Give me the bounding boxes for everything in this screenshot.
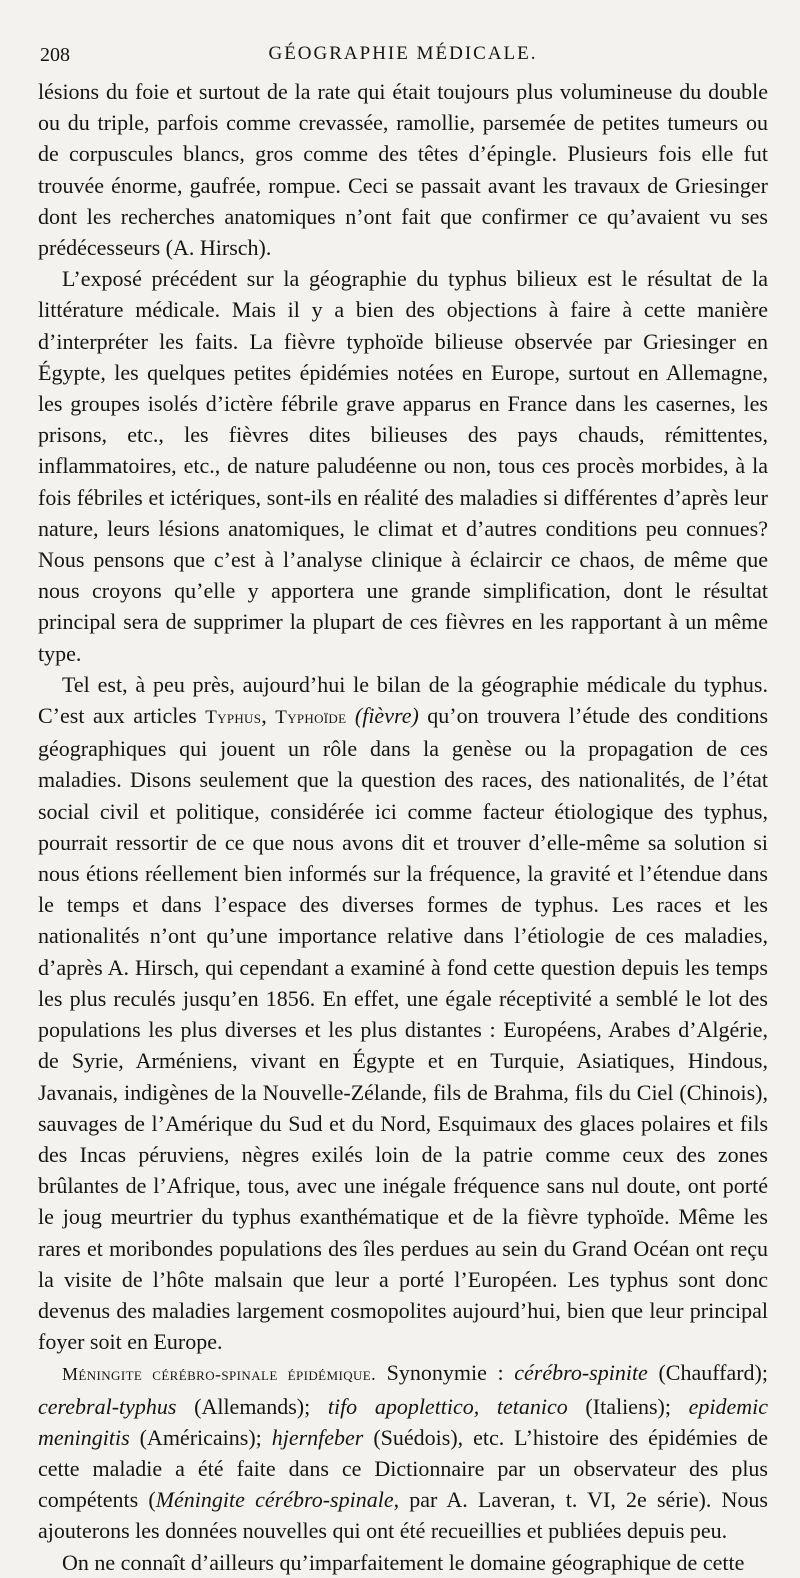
text-run: (Allemands); — [176, 1393, 328, 1419]
paragraph-final: On ne connaît d’ailleurs qu’imparfaitement le domaine géographique de cette — [62, 1549, 745, 1575]
article-reference-typhoide: Typhoïde — [275, 707, 347, 729]
page-number: 208 — [40, 44, 70, 66]
italic-term: tifo apoplettico, tetanico — [327, 1393, 568, 1419]
text-run: (Suédois), etc. L’histoire des épidémies de cette maladie a été faite dans ce Dictionnaire par un observateur des plus compétents ( — [38, 1424, 768, 1513]
italic-term: (fièvre) — [354, 703, 419, 729]
body-text — [38, 76, 768, 1578]
text-run — [346, 703, 355, 728]
page-header — [38, 40, 768, 76]
paragraph-typhus-bilieux: L’exposé précédent sur la géographie du typhus bilieux est le résultat de la littérature médicale. Mais il y a bien des objections à faire à cette manière d’interpréter les faits. La fièvre typhoïde bilieuse observée par Griesinger en Égypte, les quelques petites épidémies notées en Europe, surtout en Allemagne, les groupes isolés d’ictère fébrile grave apparus en France dans les casernes, les prisons, etc., les fièvres dites bilieuses des pays chauds, rémittentes, inflammatoires, etc., de nature paludéenne ou non, tous ces procès morbides, à la fois fébriles et ictériques, sont-ils en réalité des maladies si différentes d’après leur nature, leurs lésions anatomiques, le climat et d’autres conditions peu connues? Nous pensons que c’est à l’analyse clinique à éclaircir ce chaos, de même que nous croyons qu’elle y apportera une grande simplification, dont le résultat principal sera de supprimer la plupart de ces fièvres en les rapportant à un même type. — [38, 266, 768, 666]
text-run: Tel est, à peu près, aujourd’hui le bilan de la géographie médicale du typhus. C’est aux articles — [38, 671, 768, 729]
paragraph-bilan — [38, 669, 768, 1357]
italic-term: hjernfeber — [271, 1424, 364, 1450]
italic-term: epidemic meningitis — [38, 1393, 768, 1450]
italic-term: cerebral-typhus — [38, 1393, 177, 1419]
section-heading: Méningite cérébro-spinale épidémique. — [62, 1364, 377, 1385]
article-reference-typhus: Typhus — [205, 707, 262, 729]
paragraph-continuation: lésions du foie et surtout de la rate qui était toujours plus volumineuse du double ou du triple, parfois comme crevassée, ramollie, parsemée de petites tumeurs ou de corpuscules blancs, gros comme des têtes d’épingle. Plusieurs fois elle fut trouvée énorme, gaufrée, rompue. Ceci se passait avant les travaux de Griesinger dont les recherches anatomiques n’ont fait que confirmer ce qu’avaient vu ses prédécesseurs (A. Hirsch). — [38, 79, 768, 261]
text-run: (Italiens); — [567, 1393, 689, 1419]
italic-term: Méningite cérébro-spinale — [155, 1487, 394, 1513]
text-run: qu’on trouvera l’étude des conditions géographiques qui jouent un rôle dans la genèse ou la propagation de ces maladies. Disons seulement que la question des races, des nationalités, de l’état social civil et politique, considérée ici comme facteur étiologique des typhus, pourrait ressortir de ce que nous avons dit et trouver d’elle-même sa solution si nous étions réellement bien informés sur la fréquence, la gravité et l’étendue dans le temps et dans l’espace des diverses formes de typhus. Les races et les nationalités n’ont qu’une importance relative dans l’étiologie de ces maladies, d’après A. Hirsch, qui cependant a examiné à fond cette question depuis les temps les plus reculés jusqu’en 1856. En effet, une égale réceptivité a semblé le lot des populations les plus diverses et les plus distantes : Européens, Arabes d’Algérie, de Syrie, Arméniens, vivant en Égypte et en Turquie, Asiatiques, Hindous, Javanais, indigènes de la Nouvelle-Zélande, fils de Brahma, fils du Ciel (Chinois), sauvages de l’Amérique du Sud et du Nord, Esquimaux des glaces polaires et fils des Incas péruviens, nègres exilés loin de la patrie comme ceux des zones brûlantes de l’Afrique, tous, avec une inégale fréquence sans nul doute, ont porté le joug meurtrier du typhus exanthématique et de la fièvre typhoïde. Même les rares et moribondes populations des îles perdues au sein du Grand Océan ont reçu la visite de l’hôte malsain que leur a porté l’Européen. Les typhus sont donc devenus des maladies largement cosmopolites aujourd’hui, bien que leur principal foyer soit en Europe. — [38, 703, 769, 1355]
text-run: , — [261, 703, 276, 729]
italic-term: cérébro-spinite — [514, 1360, 648, 1386]
text-run: (Américains); — [129, 1424, 272, 1450]
paragraph-meningite — [38, 1357, 768, 1546]
text-run: , par A. Laveran, t. VI, 2e série). Nous ajouterons les données nouvelles qui ont été recueillies et publiées depuis peu. — [38, 1487, 768, 1544]
text-run: Synonymie : — [376, 1360, 515, 1386]
text-run: (Chauffard); — [647, 1360, 768, 1386]
running-title: GÉOGRAPHIE MÉDICALE. — [268, 43, 538, 64]
